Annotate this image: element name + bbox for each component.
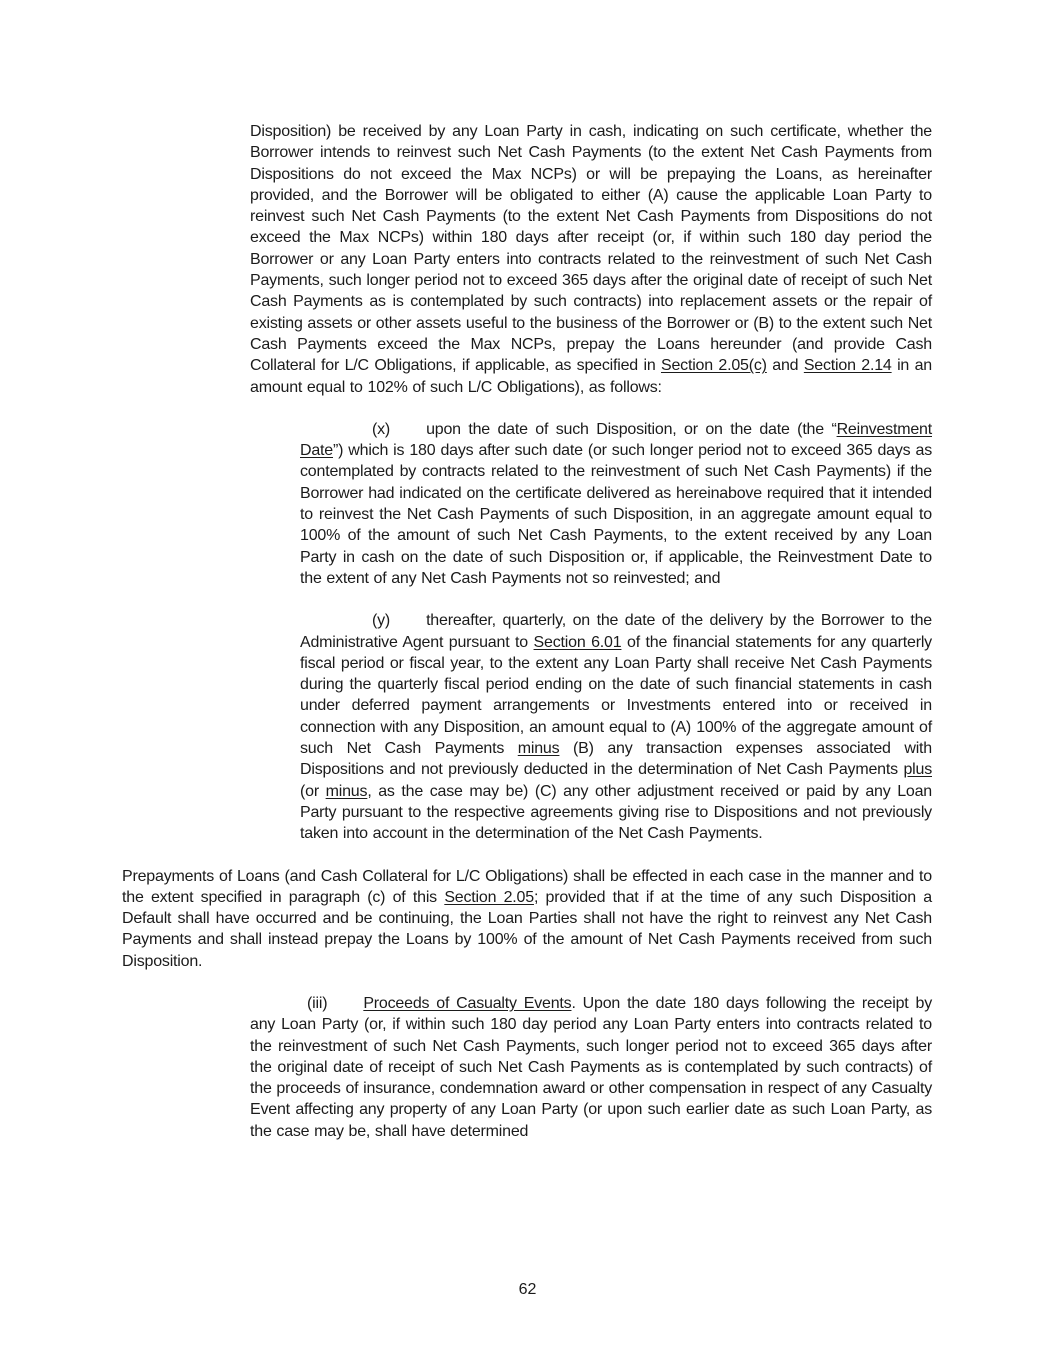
- underlined-term: minus: [517, 740, 560, 758]
- text-run: of the financial statements for any quarterly fiscal period or fiscal year, to the extent any Loan Party shall receive Net Cash Payments during the quarterly fiscal period ending on the date of such financial statements in cash under deferred payment arrangements or Investments entered into or received in connection with any Disposition, an amount equal to (A) 100% of the aggregate amount of such Net Cash Payments: [300, 633, 932, 758]
- text-run: ”) which is 180 days after such date (or such longer period not to exceed 365 days as contemplated by contracts related to the reinvestment of such Net Cash Payments) if the Borrower had indicated on the certificate delivered as hereinabove required that it intended to reinvest the Net Cash Payments of such Disposition, in an aggregate amount equal to 100% of the amount of such Net Cash Payments, to the extent received by any Loan Party in cash on the date of such Disposition or, if applicable, the Reinvestment Date to the extent of any Net Cash Payments not so reinvested; and: [300, 442, 932, 587]
- text-run: in an amount equal to 102% of such L/C Obligations), as follows:: [250, 357, 932, 396]
- text-run: (x): [372, 420, 391, 438]
- text-run: ; provided that if at the time of any such Disposition a Default shall have occurred and be continuing, the Loan Parties shall not have the right to reinvest any Net Cash Payments and shall instead prepay the Loans by 100% of the amount of Net Cash Payments received from such Disposition.: [122, 888, 932, 970]
- underlined-term: Reinvestment Date: [300, 420, 932, 460]
- text-run: (iii): [307, 994, 328, 1012]
- underlined-term: Proceeds of Casualty Events: [363, 994, 572, 1012]
- text-run: and: [766, 357, 804, 375]
- text-run: Disposition) be received by any Loan Party in cash, indicating on such certificate, whether the Borrower intends to reinvest such Net Cash Payments (to the extent Net Cash Payments from Dispositions do not exceed the Max NCPs) or will be prepaying the Loans, as hereinafter provided, and the Borrower will be obligated to either (A) cause the applicable Loan Party to reinvest such Net Cash Payments (to the extent Net Cash Payments from Dispositions do not exceed the Max NCPs) within 180 days after receipt (or, if within such 180 day period the Borrower or any Loan Party enters into contracts related to the reinvestment of such Net Cash Payments, such longer period not to exceed 365 days after the original date of receipt of such Net Cash Payments as is contemplated by such contracts) into replacement assets or the repair of existing assets or other assets useful to the business of the Borrower or (B) to the extent such Net Cash Payments exceed the Max NCPs, prepay the Loans hereunder (and provide Cash Collateral for L/C Obligations, if applicable, as specified in: [250, 123, 932, 375]
- document-content: [122, 121, 932, 1163]
- underlined-term: Section 6.01: [533, 633, 622, 651]
- paragraph-clause-y: [300, 610, 932, 844]
- text-run: , as the case may be) (C) any other adjustment received or paid by any Loan Party pursuant to the respective agreements giving rise to Dispositions and not previously taken into account in the determination of the Net Cash Payments.: [300, 782, 932, 843]
- paragraph-clause-iii-proceeds-of-casualty-events: [250, 993, 932, 1142]
- paragraph-disposition-continuation: [250, 121, 932, 398]
- text-run: upon the date of such Disposition, or on the date (the “: [426, 420, 837, 438]
- text-run: . Upon the date 180 days following the receipt by any Loan Party (or, if within such 180 day period any Loan Party enters into contracts related to the reinvestment of such Net Cash Payments, such longer period not to exceed 365 days after the original date of receipt of such Net Cash Payments as is contemplated by such contracts) of the proceeds of insurance, condemnation award or other compensation in respect of any Casualty Event affecting any property of any Loan Party (or upon such earlier date as such Loan Party, as the case may be, shall have determined: [250, 994, 933, 1140]
- text-run: (B) any transaction expenses associated with Dispositions and not previously deducted in the determination of Net Cash Payments: [300, 740, 932, 779]
- text-run: Prepayments of Loans (and Cash Collateral for L/C Obligations) shall be effected in each case in the manner and to the extent specified in paragraph (c) of this: [122, 867, 932, 906]
- text-run: (y): [372, 612, 391, 630]
- paragraph-clause-x: [300, 419, 932, 589]
- underlined-term: Section 2.05: [444, 888, 534, 906]
- underlined-term: minus: [325, 782, 368, 800]
- text-run: (or: [300, 782, 326, 800]
- underlined-term: Section 2.14: [803, 357, 892, 375]
- underlined-term: plus: [903, 761, 932, 779]
- text-run: thereafter, quarterly, on the date of the delivery by the Borrower to the Administrative Agent pursuant to: [300, 612, 932, 651]
- page-number: 62: [518, 1281, 537, 1298]
- paragraph-prepayments: [122, 866, 932, 972]
- underlined-term: Section 2.05(c): [660, 357, 767, 375]
